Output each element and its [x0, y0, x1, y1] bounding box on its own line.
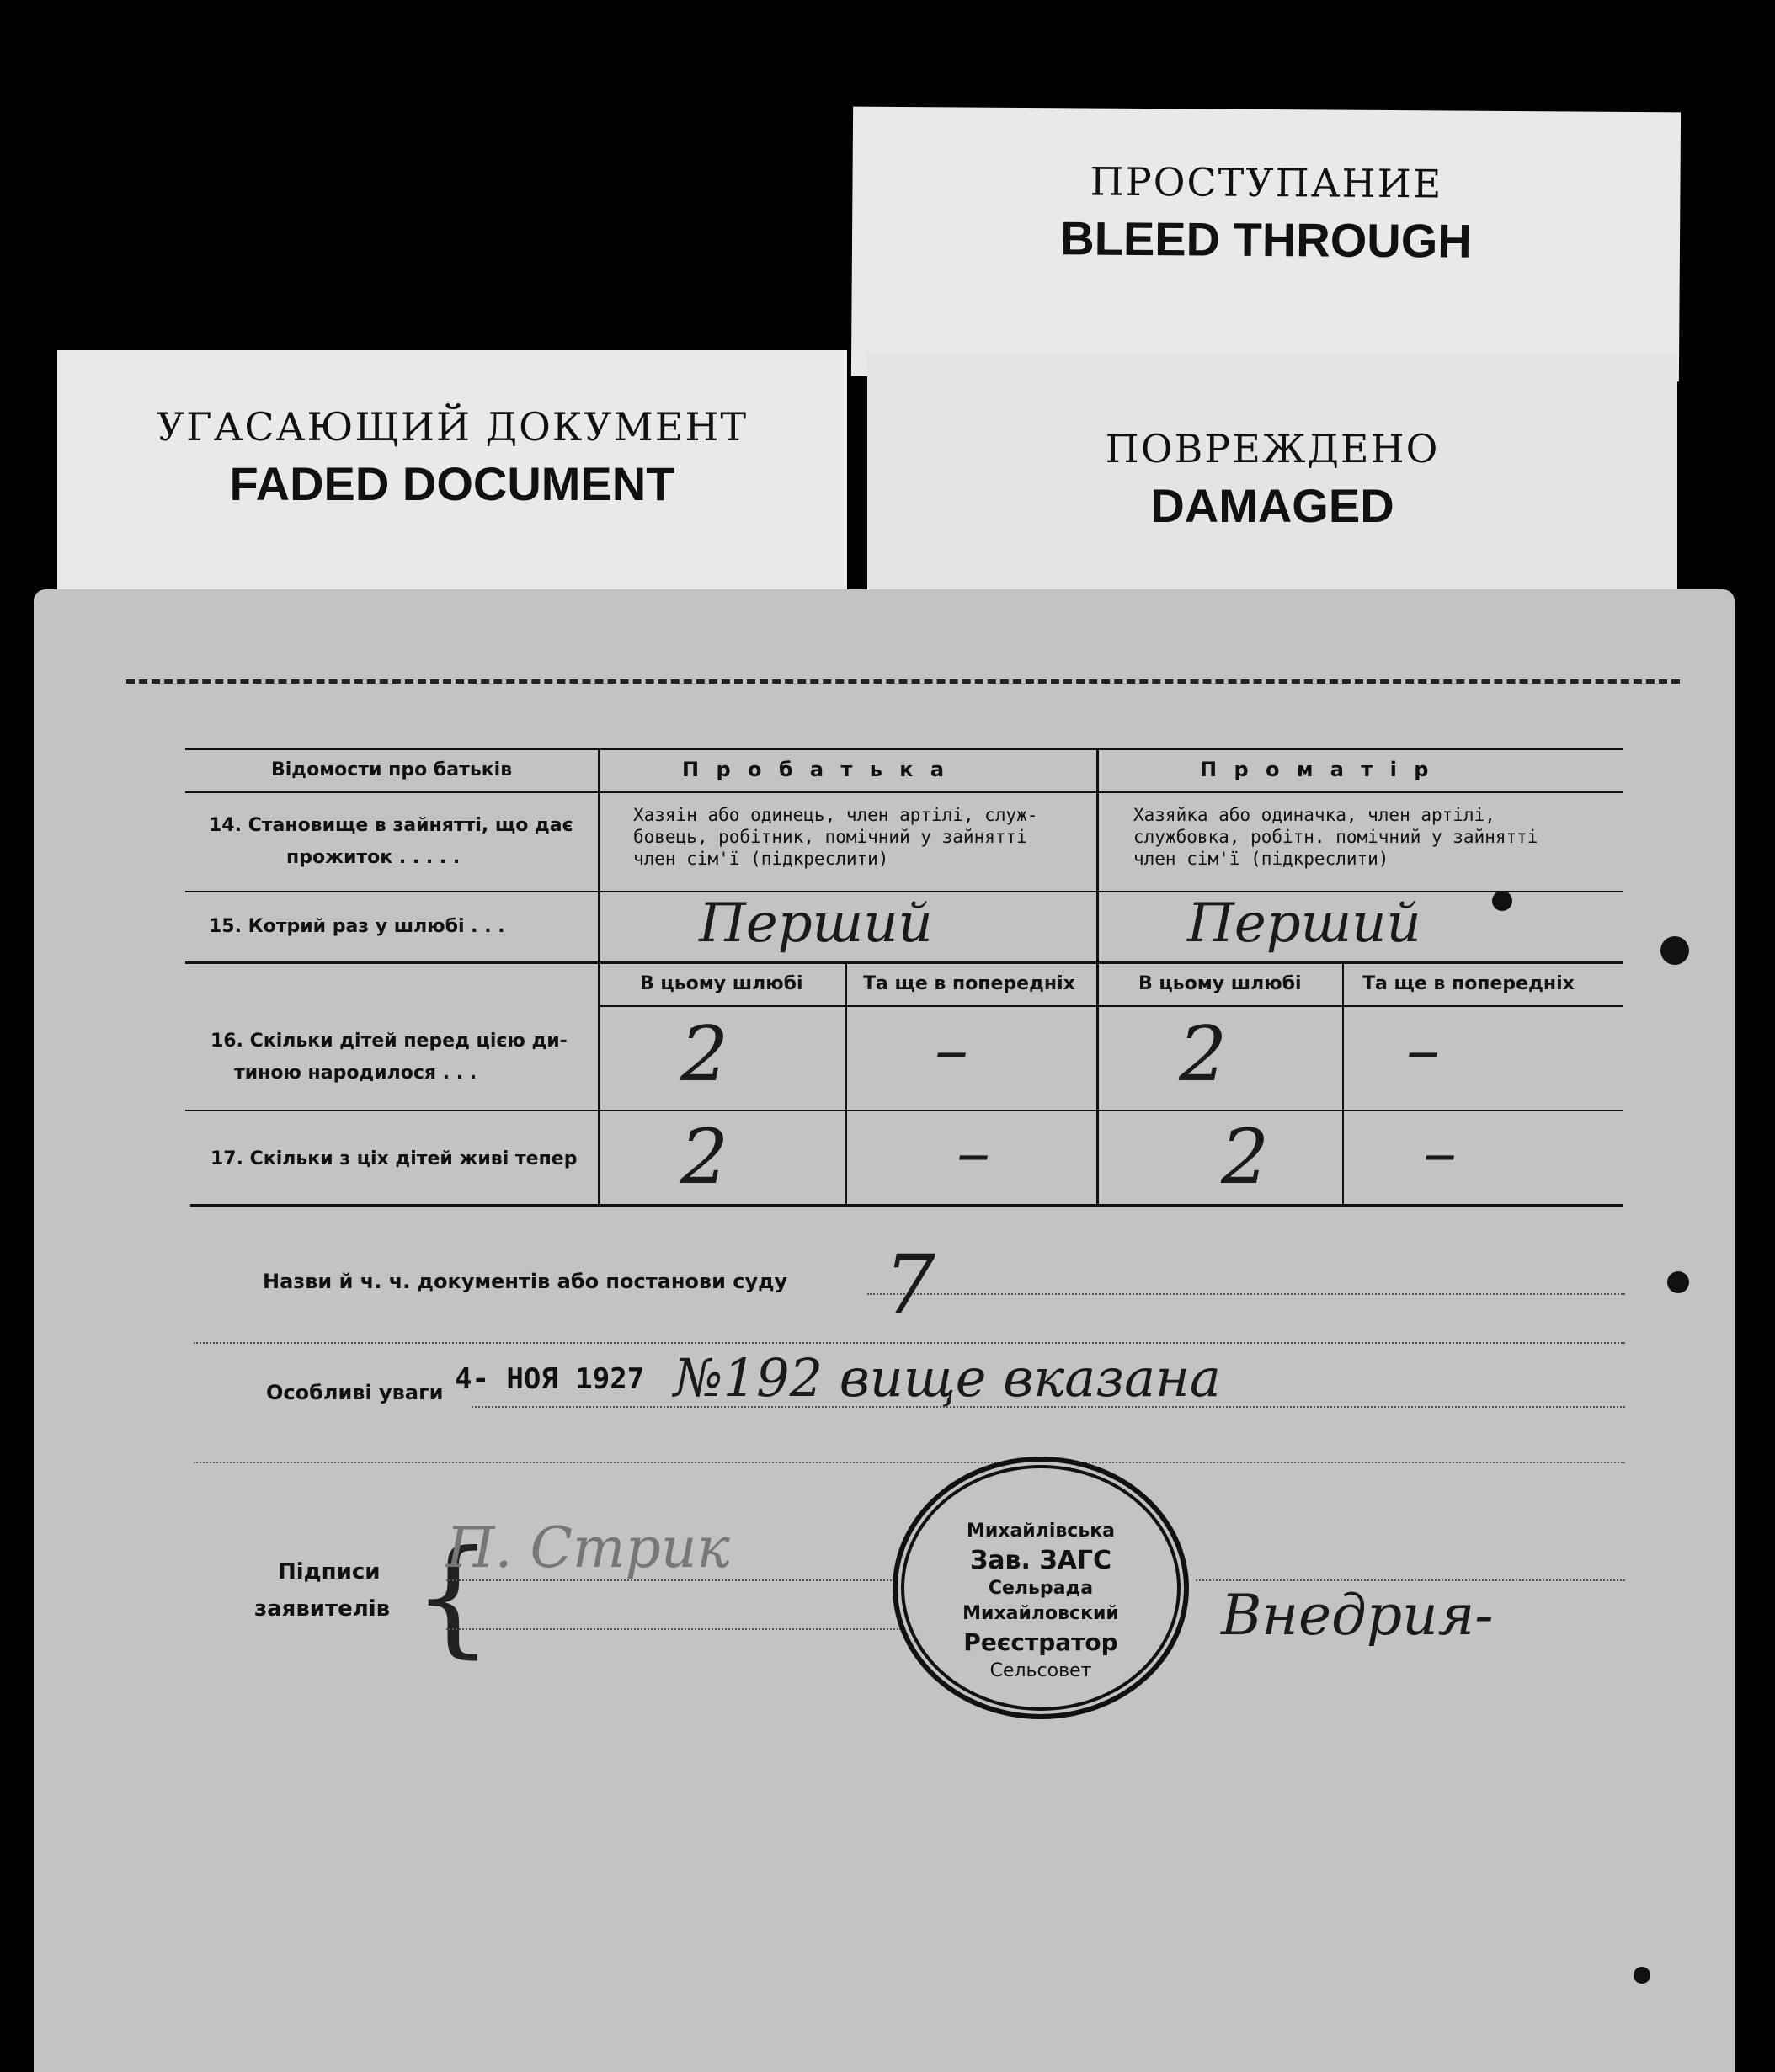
- row14-father-line2: бовець, робітник, помічний у зайнятті: [633, 827, 1027, 847]
- document-sheet: [34, 589, 1735, 2072]
- row15-mother-value: Перший: [1187, 892, 1421, 955]
- stamp-line-1: Михайлівська: [966, 1521, 1116, 1542]
- bleed-through-flag: [851, 107, 1681, 382]
- col-divider-1: [598, 748, 600, 1207]
- row14-mother-line1: Хазяйка або одиначка, член артілі,: [1133, 805, 1495, 825]
- signature-dotted-line-2: [446, 1628, 901, 1630]
- notes-dotted-line-2: [194, 1462, 1625, 1463]
- bleed-through-ru: ПРОСТУПАНИЕ: [1090, 158, 1443, 207]
- row15-label: 15. Котрий раз у шлюбі . . .: [209, 916, 505, 937]
- row15-father-value: Перший: [699, 892, 933, 955]
- registration-date-stamp: 4- НОЯ 1927: [455, 1362, 645, 1396]
- applicant-signature: П. Стрик: [446, 1515, 730, 1580]
- col-divider-2: [1096, 748, 1099, 1207]
- damaged-en: DAMAGED: [1150, 479, 1394, 532]
- stamp-line-5: Реєстратор: [963, 1628, 1118, 1656]
- subhead-father-previous: Та ще в попередніх: [863, 973, 1075, 994]
- row14-label-line2: прожиток . . . . .: [286, 847, 461, 868]
- documents-label: Назви й ч. ч. документів або постанови суду: [263, 1270, 788, 1293]
- perforation-line: [126, 679, 1680, 684]
- row14-mother-line2: службовка, робітн. помічний у зайнятті: [1133, 827, 1538, 847]
- damaged-ru: ПОВРЕЖДЕНО: [1105, 426, 1440, 471]
- signatures-label-line2: заявителів: [254, 1596, 391, 1622]
- stamp-line-3: Сельрада: [988, 1578, 1094, 1599]
- official-round-stamp: [893, 1457, 1189, 1719]
- signature-dotted-line-3: [1196, 1579, 1625, 1581]
- row17-value-2: –: [957, 1113, 990, 1191]
- signatures-label-line1: Підписи: [278, 1559, 381, 1585]
- row14-mother-line3: член сім'ї (підкреслити): [1133, 849, 1389, 869]
- subhead-father-this: В цьому шлюбі: [640, 973, 803, 994]
- subhead-mother-previous: Та ще в попередніх: [1362, 973, 1575, 994]
- row16-value-4: –: [1406, 1010, 1440, 1089]
- row15-rule: [185, 961, 1623, 964]
- damaged-flag: [867, 352, 1677, 605]
- punch-hole-2: [1667, 1271, 1689, 1293]
- stamp-line-2: Зав. ЗАГС: [969, 1546, 1112, 1575]
- col-divider-4: [1342, 964, 1344, 1207]
- row16-label-line2: тиною народилося . . .: [234, 1063, 477, 1084]
- row14-father-line3: член сім'ї (підкреслити): [633, 849, 889, 869]
- header-rule: [185, 791, 1623, 793]
- row16-rule: [185, 1110, 1623, 1111]
- faded-document-en: FADED DOCUMENT: [229, 457, 675, 510]
- punch-hole-1: [1660, 936, 1689, 965]
- signature-dotted-line-1: [446, 1579, 901, 1581]
- notes-label: Особливі уваги: [266, 1381, 444, 1404]
- subhead-rule: [600, 1005, 1623, 1007]
- stamp-line-4: Михайловский: [962, 1603, 1119, 1624]
- documents-dotted-line: [867, 1293, 1625, 1295]
- faded-document-flag: [57, 350, 847, 603]
- header-parents-info: Відомости про батьків: [271, 759, 513, 780]
- subhead-mother-this: В цьому шлюбі: [1138, 973, 1302, 994]
- notes-handwritten: №192 вище вказана: [674, 1347, 1221, 1409]
- table-bottom-rule: [190, 1204, 1623, 1207]
- header-mother: П р о м а т і р: [1200, 758, 1434, 781]
- stamp-line-6: Сельсовет: [989, 1660, 1092, 1681]
- row17-label: 17. Скільки з ціх дітей живі тепер: [211, 1148, 578, 1169]
- row17-value-3: 2: [1221, 1113, 1270, 1201]
- row14-label-line1: 14. Становище в зайнятті, що дає: [209, 815, 573, 836]
- bleed-through-en: BLEED THROUGH: [1060, 211, 1472, 268]
- ink-mark-2: [1634, 1967, 1650, 1984]
- row17-value-1: 2: [680, 1113, 729, 1201]
- faded-document-ru: УГАСАЮЩИЙ ДОКУМЕНТ: [156, 404, 749, 450]
- row17-value-4: –: [1423, 1113, 1457, 1191]
- ink-mark-1: [1492, 891, 1512, 911]
- row14-father-line1: Хазяін або одинець, член артілі, служ-: [633, 805, 1038, 825]
- documents-handwritten: 7: [884, 1238, 936, 1332]
- registrar-signature: Внедрия-: [1221, 1583, 1494, 1648]
- row16-label-line1: 16. Скільки дітей перед цією ди-: [211, 1031, 568, 1052]
- row16-value-1: 2: [680, 1010, 729, 1099]
- table-top-rule: [185, 748, 1623, 750]
- col-divider-3: [845, 964, 847, 1207]
- notes-dotted-line: [472, 1406, 1625, 1408]
- header-father: П р о б а т ь к а: [682, 758, 950, 781]
- documents-dotted-line-2: [194, 1342, 1625, 1344]
- row16-value-2: –: [935, 1010, 968, 1089]
- row16-value-3: 2: [1179, 1010, 1228, 1099]
- signatures-brace: {: [413, 1524, 493, 1670]
